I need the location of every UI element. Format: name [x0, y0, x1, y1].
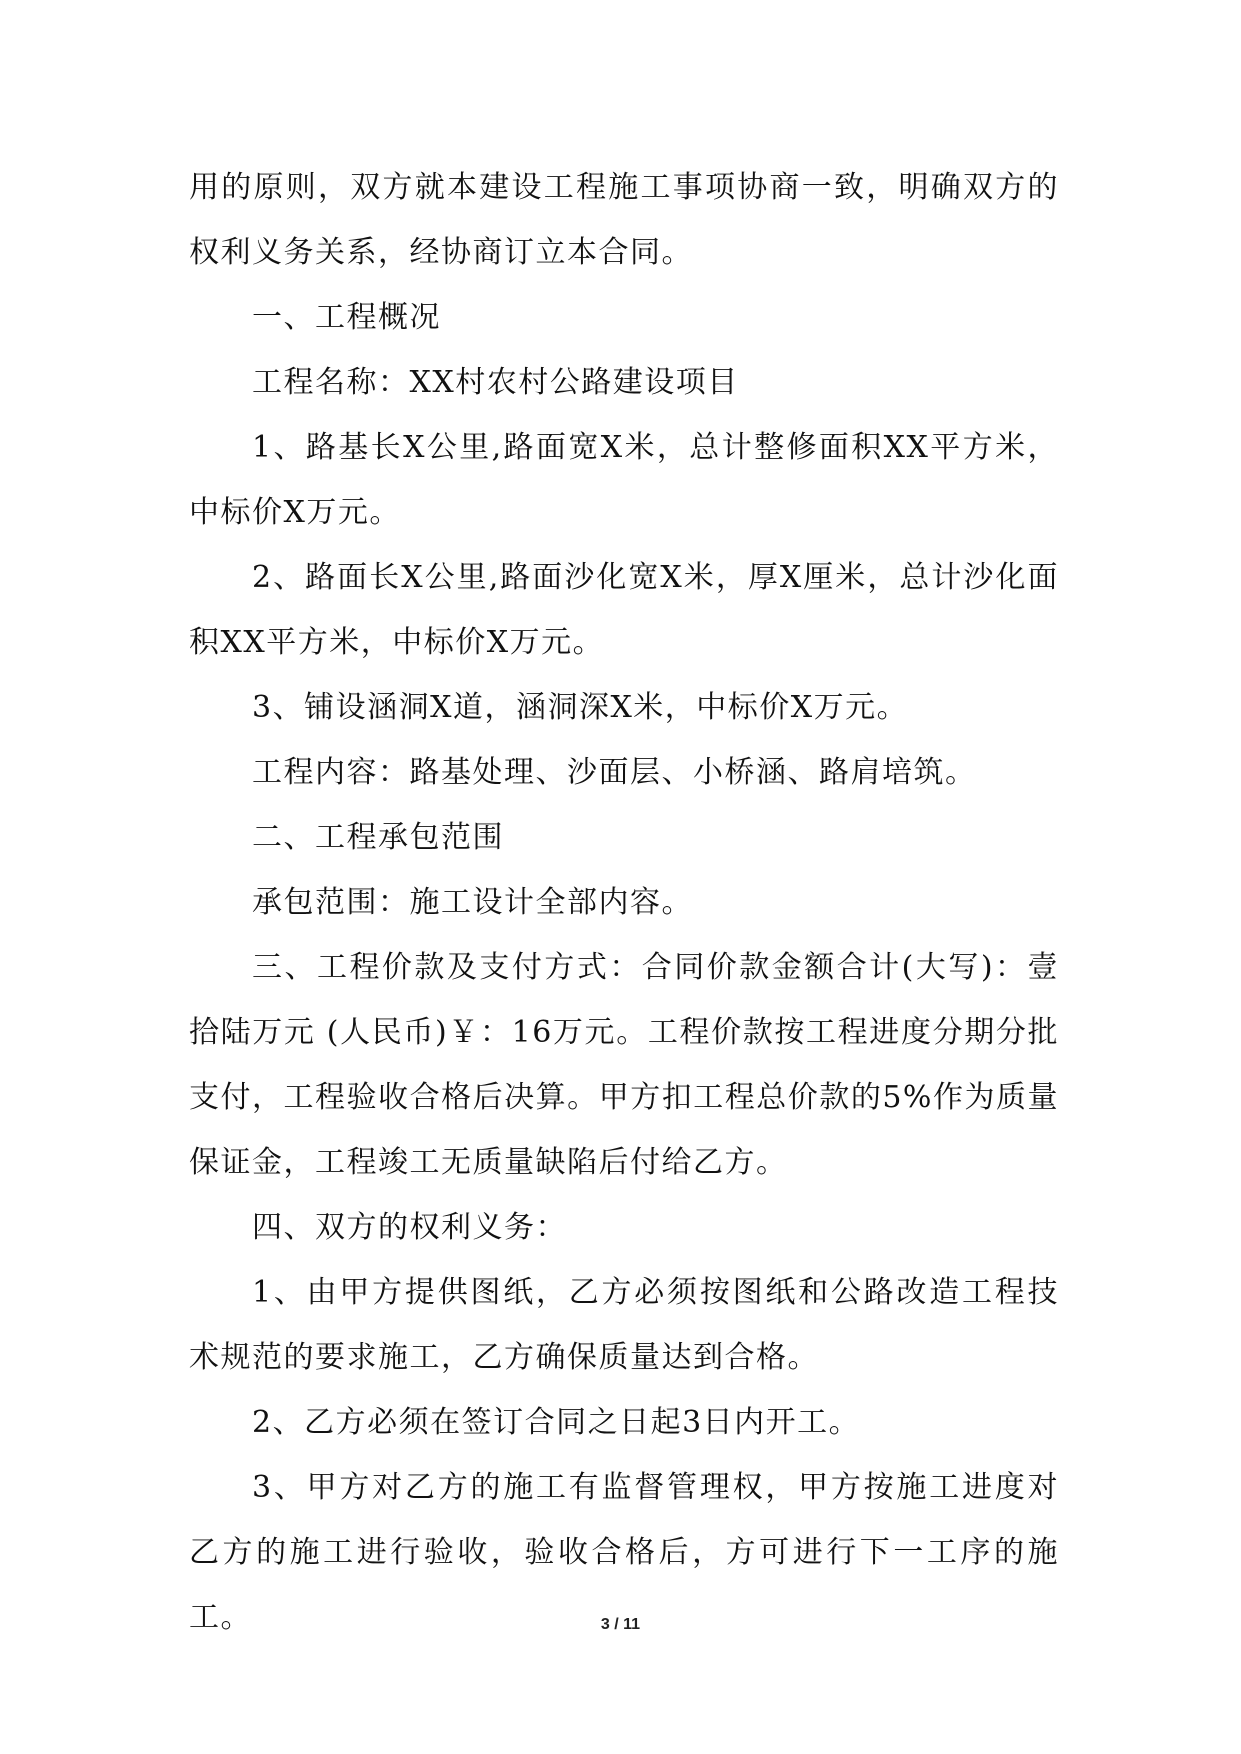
section-heading-rights-obligations: 四、双方的权利义务： [252, 1210, 567, 1245]
paragraph-contract-scope: 承包范围：施工设计全部内容。 [252, 885, 693, 920]
section-heading-project-overview: 一、工程概况 [252, 300, 441, 335]
paragraph-project-name: 工程名称：XX村农村公路建设项目 [252, 365, 739, 400]
paragraph-item-culverts: 3、铺设涵洞X道，涵洞深X米，中标价X万元。 [252, 690, 909, 725]
paragraph-continuation: 用的原则，双方就本建设工程施工事项协商一致，明确双方的权利义务关系，经协商订立本合同。 [189, 170, 1059, 270]
paragraph-obligation-2: 2、乙方必须在签订合同之日起3日内开工。 [252, 1405, 861, 1440]
paragraph-obligation-1: 1、由甲方提供图纸，乙方必须按图纸和公路改造工程技术规范的要求施工，乙方确保质量达到合格。 [189, 1275, 1059, 1375]
paragraph-price-and-payment: 三、工程价款及支付方式：合同价款金额合计(大写)：壹拾陆万元 (人民币)￥：16万元。工程价款按工程进度分期分批支付，工程验收合格后决算。甲方扣工程总价款的5%作为质量保证金，工程竣工无质量缺陷后付给乙方。 [189, 950, 1059, 1180]
paragraph-project-content: 工程内容：路基处理、沙面层、小桥涵、路肩培筑。 [252, 755, 977, 790]
section-heading-contract-scope: 二、工程承包范围 [252, 820, 504, 855]
page-number: 3 / 11 [600, 1616, 641, 1633]
paragraph-item-roadbed: 1、路基长X公里,路面宽X米，总计整修面积XX平方米，中标价X万元。 [189, 430, 1059, 530]
paragraph-obligation-3: 3、甲方对乙方的施工有监督管理权，甲方按施工进度对乙方的施工进行验收，验收合格后，方可进行下一工序的施工。 [189, 1470, 1059, 1635]
document-body [189, 155, 1059, 1650]
paragraph-item-road-surface: 2、路面长X公里,路面沙化宽X米，厚X厘米，总计沙化面积XX平方米，中标价X万元。 [189, 560, 1059, 660]
